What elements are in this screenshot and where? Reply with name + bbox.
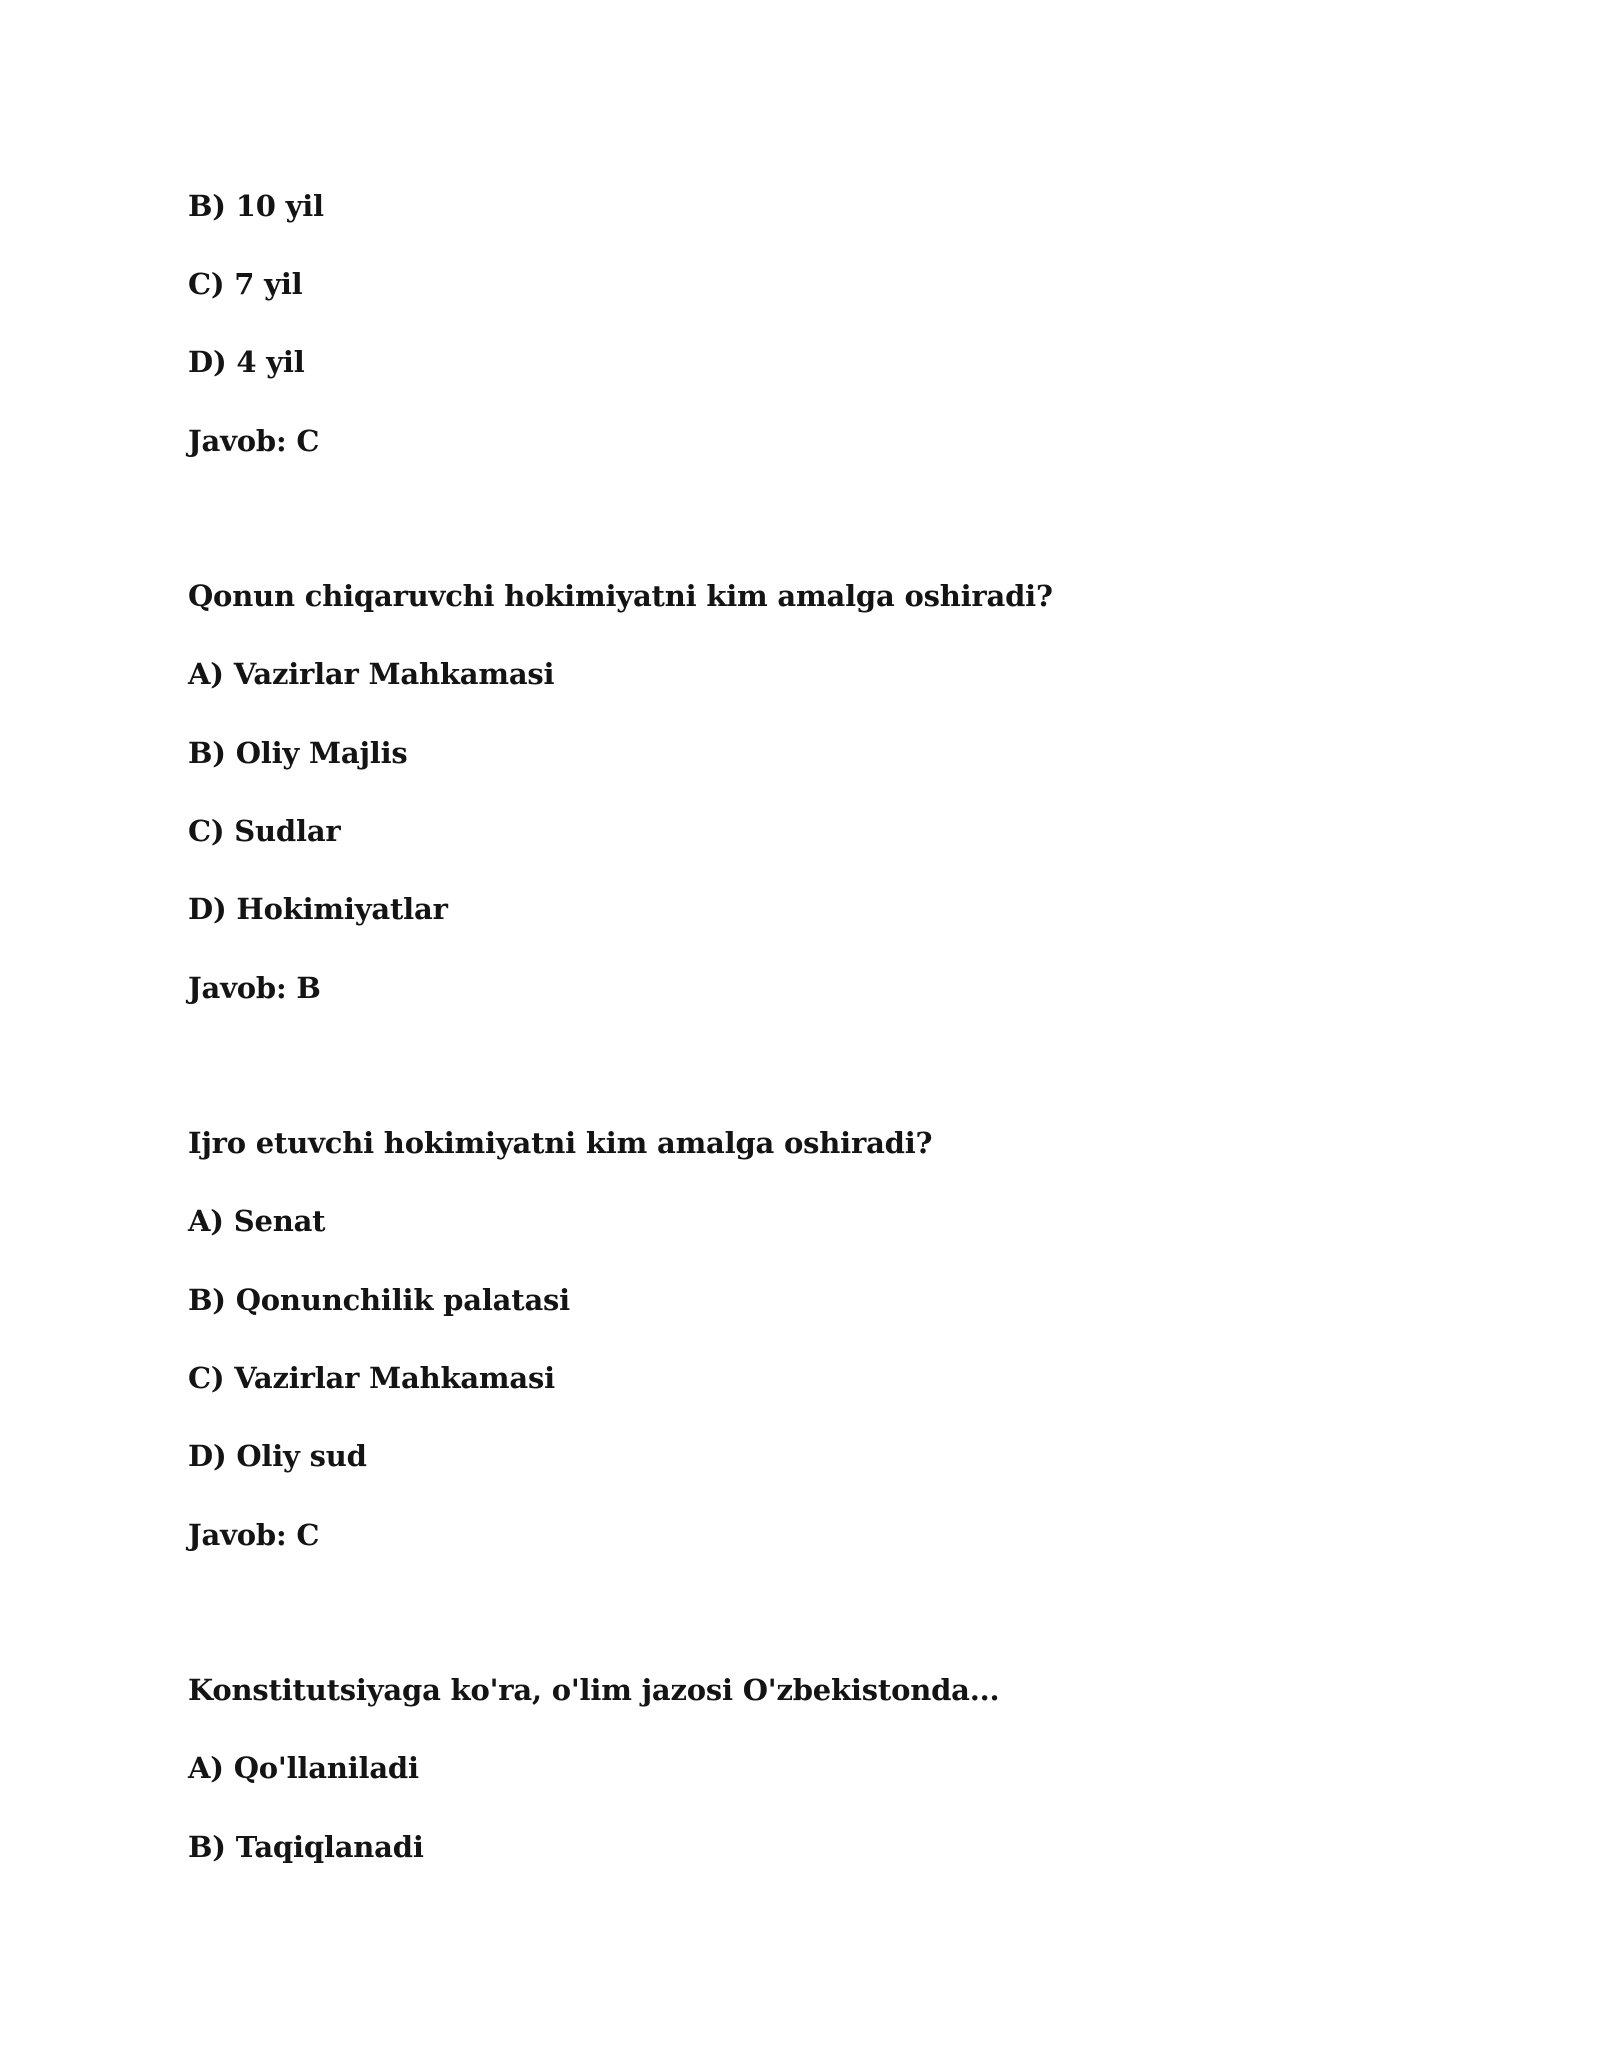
option-a: A) Vazirlar Mahkamasi	[188, 657, 555, 691]
option-d: D) Oliy sud	[188, 1439, 367, 1473]
answer-line: Javob: C	[188, 1518, 320, 1552]
option-b: B) Oliy Majlis	[188, 736, 408, 770]
option-b: B) Qonunchilik palatasi	[188, 1283, 570, 1317]
option-a: A) Qo'llaniladi	[188, 1751, 419, 1785]
answer-line: Javob: C	[188, 424, 320, 458]
option-d: D) Hokimiyatlar	[188, 892, 448, 926]
question-text: Konstitutsiyaga ko'ra, o'lim jazosi O'zbekistonda...	[188, 1673, 1000, 1707]
option-b: B) 10 yil	[188, 189, 324, 223]
option-c: C) Vazirlar Mahkamasi	[188, 1361, 555, 1395]
option-c: C) 7 yil	[188, 267, 303, 301]
option-b: B) Taqiqlanadi	[188, 1830, 424, 1864]
option-d: D) 4 yil	[188, 345, 305, 379]
answer-line: Javob: B	[188, 971, 321, 1005]
question-text: Ijro etuvchi hokimiyatni kim amalga oshiradi?	[188, 1126, 933, 1160]
question-text: Qonun chiqaruvchi hokimiyatni kim amalga oshiradi?	[188, 579, 1053, 613]
option-c: C) Sudlar	[188, 814, 341, 848]
option-a: A) Senat	[188, 1204, 326, 1238]
